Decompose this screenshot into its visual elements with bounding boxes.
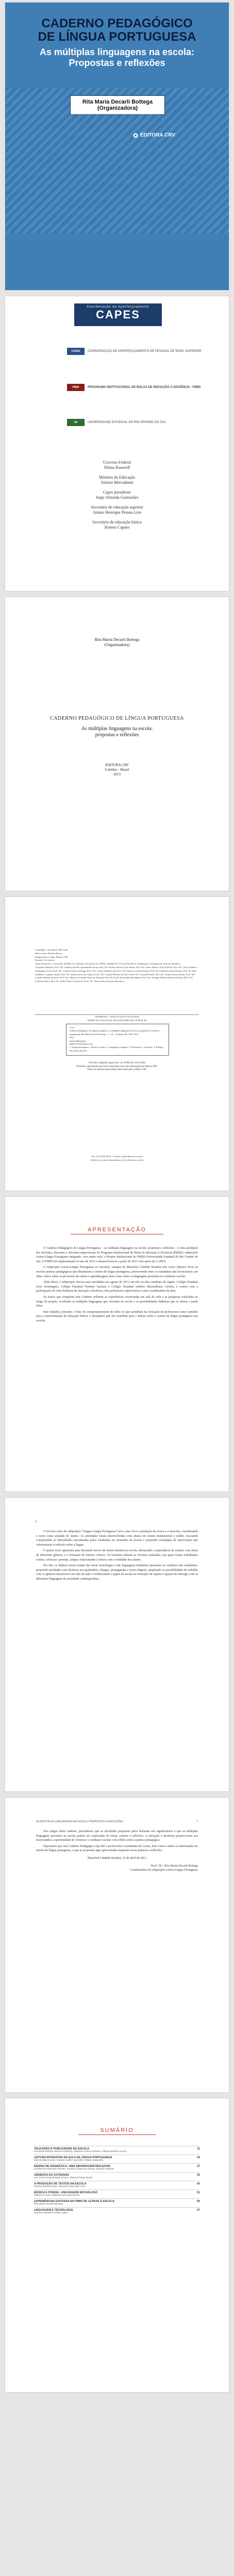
credit-line-pibid: PIBID PROGRAMA INSTITUCIONAL DE BOLSA DE INICIAÇÃO À DOCÊNCIA - PIBID — [67, 384, 201, 391]
publisher-contact: Tel.: (41) 3039-6418 – E-mail: sac@editoracrv.com.br Conheça os nossos lançamentos: www.editoracrv.com.br — [90, 1155, 144, 1161]
page-number: 7 — [196, 1820, 198, 1823]
catalog-card: C127 Caderno pedagógico de língua portuguesa: as múltiplas linguagens na escola: propostas e reflexões / organização Rita Maria Decarli Bottega. – 1. ed. – Curitiba, PR: CRV, 2013. 88 p. Inclui bibliografia ISBN 978-85-8042-718-2 1. Língua portuguesa – Estudo e ensino. 2. Linguagem e línguas. 3. Professores – Formação. I. Bottega, Rita Maria Decarli. — [66, 1024, 169, 1056]
capes-logo: Coordenação de Aperfeiçoamento CAPES — [74, 303, 162, 326]
title-page-organizer: Rita Maria Decarli Bottega (Organizadora) — [94, 637, 140, 647]
credit-line-capes: CAPES COORDENAÇÃO DE APERFEIÇOAMENTO DE PESSOAL DE NÍVEL SUPERIOR — [67, 348, 202, 355]
title-page — [5, 597, 229, 891]
toc-item[interactable]: EXPERIÊNCIAS EXITOSAS DO PIBID DE LETRAS À ESCOLA 59 Rita Maria Decarli Bottega — [34, 2198, 200, 2207]
copyright-block: Copyright © da Editora CRV Ltda. Editor-chefe: Railson Moura Diagramação e Capa: Editora CRV Revisão: Os Autores Apoio Financeiro: O presente trabalho foi realizado com apoio da CAPES, entidade do Governo Brasileiro voltada para a formação de recursos humanos. Conselho Editorial: Profª. Drª. Andréia da Silva Quintanilha Sousa; Prof. Dr. Antônio Pereira Gaio Júnior; Prof. Dr. Carlos Alberto Vilar Estêvão; Prof. Dr. Carlos Federico Dominguez Avila; Profª. Drª. Carmen Tereza Velanga; Profª. Drª. Gloria Fariñas León; Prof. Dr. Francisco Carlos Duarte; Prof. Dr. Guillermo Arias Beatón; Prof. Dr. João Adalberto Campato Junior; Prof. Dr. Jailson Alves dos Santos; Profª. Drª. Lourdes Helena da Silva; Profª. Drª. Josania Portela; Prof. Dr. Leonel Severo Rocha; Profª. Drª. Lourdes Helena da Silva; Profª. Drª. Maria de Lourdes Pinto de Almeida; Prof. Dr. Paulo Romualdo Hernandes; Profª. Drª. Solange Helena Ximenes-Rocha; Profª. Drª. Sydione Santos; Prof. Dr. Tadeu Oliver Gonçalves; Profª. Drª. Tania Suely Azevedo Brasileiro. — [35, 948, 199, 984]
capes-mini-logo: CAPES — [67, 348, 85, 355]
summary-page — [5, 2098, 229, 2393]
presentation-text: O Caderno Pedagógico de Língua Portuguesa – as múltiplas linguagens na escola: propostas e reflexões – é uma produção dos docentes, discentes e docentes-supervisoras do Programa Institucional de Bolsa de Iniciação à Docência (PIBID), subprojeto Letras-Língua Portuguesa integrado, com muito zelo, o Projeto Institucional do PIBID-Universidade Estadual do Rio Grande do Sul. O PIBID foi implementado no ano de 2012 e desenvolveu-se a partir de 2013 com apoio da CAPES. O subprojeto Letras-Língua Portuguesa se vinculou, campus de Marechal Cândido Rondon tem como objetivo levar às escolas práticas pedagógicas que dinamizem o ensino de língua portuguesa, promovendo entre os estudantes das licenciaturas um olhar crítico sobre os processos de ensino e aprendizagem, bem como sobre as linguagens presentes no cotidiano escolar. Além disso, o subprojeto iniciou suas atividades em agosto de 2012 em três escolas estaduais da região: Colégio Estadual Eron Domingues, Colégio Estadual Frentino Sackser e Colégio Estadual Antônio Maximiliano Ceretta, e contou com a participação de vinte bolsistas de iniciação à docência, três professoras supervisoras e uma coordenadora de área. Os textos que compõem este Caderno refletem as experiências vivenciadas em sala de aula e as pesquisas realizadas ao longo do projeto, revelando as múltiplas linguagens que circulam na escola e as possibilidades didáticas que se abrem a partir delas. Este trabalho, portanto, é fruto do comprometimento de todos os que acreditam na formação de professores como caminho para a transformação da educação básica, e desejamos que ele contribua para o debate sobre o ensino de língua portuguesa nas escolas. — [36, 1247, 198, 1323]
cover-page — [5, 2, 229, 291]
university-mini-logo: UE — [67, 419, 85, 426]
toc-item[interactable]: LEITURA INTERATIVA NA AULA DE LÍNGUA PORTUGUESA 19 Marcia Mara Kunze, Daiana Calsin Vanzeller, Tatiane Zawadzki — [34, 2155, 200, 2163]
cover-subtitle: As múltiplas linguagens na escola: Propostas e reflexões — [39, 47, 195, 68]
publisher-logo: EDITORA CRV — [133, 132, 175, 138]
table-of-contents — [34, 2146, 200, 2216]
running-head: AS MÚLTIPLAS LINGUAGENS NA ESCOLA: PROPOSTAS E REFLEXÕES 7 — [36, 1820, 198, 1823]
toc-item[interactable]: LINGUAGEM E TECNOLOGIA 67 Clarissa Mazetto, Eloísa Lopes — [34, 2207, 200, 2216]
cover-organizer-box — [70, 95, 165, 115]
title-page-title: CADERNO PEDAGÓGICO DE LÍNGUA PORTUGUESA — [50, 716, 184, 721]
page-marker: 6 — [35, 1520, 37, 1523]
toc-item[interactable]: TELEVISÃO E PUBLICIDADE NA ESCOLA 11 Fernanda Martins Wenzel Schlung, Gabriela Lorena Ferreira, Poliana Bonetti Lemos — [34, 2146, 200, 2155]
legal-notes: Foi feito o depósito legal conf. Lei 10.994 de 14/12/2004 Proibida a reprodução parcial ou total desta obra sem autorização da Editora CRV Todos os direitos desta edição reservados pela: Editora CRV — [76, 1062, 158, 1071]
page-6-text: O terceiro texto do subprojeto “Língua Língua Portuguesa” teve como foco a produção de textos e a reescrita, considerando o texto como unidade de ensino. As atividades foram desenvolvidas com alunos do ensino fundamental e médio, buscando compreender as dificuldades encontradas pelos estudantes no momento da escrita e propondo estratégias de intervenção que valorizassem a reflexão sobre a língua. O quarto texto apresenta uma discussão acerca da leitura literária na escola, destacando a importância do contato com obras de diferentes gêneros e a formação de leitores críticos. Os bolsistas relatam as oficinas realizadas, nas quais foram trabalhados contos, crônicas e poemas, sempre relacionando a leitura com a realidade dos alunos. Por fim, os últimos textos tratam das novas tecnologias e das linguagens midiáticas presentes no cotidiano dos estudantes, propondo atividades com histórias em quadrinhos, charges, propagandas e textos digitais, ampliando as possibilidades de trabalho com os gêneros discursivos em sala de aula e evidenciando o papel da escola na formação de sujeitos capazes de interagir com as diferentes linguagens da sociedade contemporânea. — [36, 1530, 198, 1581]
divider — [35, 1014, 199, 1015]
cip-header: CIP-BRASIL. CATALOGAÇÃO-NA-FONTE SINDICATO NACIONAL DOS EDITORES DE LIVROS, RJ — [87, 1015, 147, 1022]
toc-item[interactable]: ENSINO DE GRAMÁTICA: UMA ABORDAGEM REFLEXIVA 27 Larissa Ilza Dalmolin Tonetto, Jessica Cheyenne Nunes, Débora Valiente — [34, 2163, 200, 2172]
presentation-heading: APRESENTAÇÃO — [5, 1227, 229, 1234]
credits-page — [5, 296, 229, 591]
toc-item[interactable]: A PRODUÇÃO DE TEXTOS NA ESCOLA 43 Patrícia Martins Dias, Vanessa Aparecida Lima — [34, 2181, 200, 2190]
cover-title: CADERNO PEDAGÓGICO DE LÍNGUA PORTUGUESA — [38, 16, 196, 44]
cover-organizer: Rita Maria Decarli Bottega — [82, 99, 153, 105]
text-page-7 — [5, 1797, 229, 2093]
credit-line-university: UE UNIVERSIDADE ESTADUAL DO RIO GRANDE DO SUL — [67, 419, 166, 426]
editorial-board: Conselho Editorial: Profª. Drª. Andréia da Silva Quintanilha Sousa; Prof. Dr. Antônio Pereira Gaio Júnior; Prof. Dr. Carlos Alberto Vilar Estêvão; Prof. Dr. Carlos Federico Dominguez Avila; Profª. Drª. Carmen Tereza Velanga; Profª. Drª. Gloria Fariñas León; Prof. Dr. Francisco Carlos Duarte; Prof. Dr. Guillermo Arias Beatón; Prof. Dr. João Adalberto Campato Junior; Prof. Dr. Jailson Alves dos Santos; Profª. Drª. Lourdes Helena da Silva; Profª. Drª. Josania Portela; Prof. Dr. Leonel Severo Rocha; Profª. Drª. Lourdes Helena da Silva; Profª. Drª. Maria de Lourdes Pinto de Almeida; Prof. Dr. Paulo Romualdo Hernandes; Profª. Drª. Solange Helena Ximenes-Rocha; Profª. Drª. Sydione Santos; Prof. Dr. Tadeu Oliver Gonçalves; Profª. Drª. Tania Suely Azevedo Brasileiro. — [35, 965, 197, 983]
page-7-text: Nos artigos deste caderno, percebemos que as atividades propostas pelos bolsistas são significativas e que as múltiplas linguagens presentes na escola podem ser exploradas de forma criativa e reflexiva. A iniciação à docência proporcionou aos licenciandos a oportunidade de vivenciar o cotidiano escolar e de refletir sobre a prática pedagógica. Esperamos que este Caderno Pedagógico seja útil a professores e estudantes de Letras, bem como a todos os interessados no ensino de língua portuguesa, e que as propostas aqui apresentadas inspirem novas práticas e reflexões. Marechal Cândido Rondon, 25 de abril de 2013 Profª. Drª. Rita Maria Decarli Bottega Coordenadora do subprojeto Letras-Língua Portuguesa — [36, 1830, 198, 1872]
place-date: Marechal Cândido Rondon, 25 de abril de 2013 — [87, 1856, 147, 1860]
title-page-subtitle: As múltiplas linguagens na escola: propostas e reflexões — [81, 726, 153, 738]
pibid-mini-logo: PIBID — [67, 384, 85, 391]
signature-role: Coordenadora do subprojeto Letras-Língua Portuguesa — [130, 1869, 198, 1872]
text-page-6 — [5, 1497, 229, 1792]
toc-item[interactable]: GÊNEROS DO COTIDIANO 35 Ana Lúcia Paula Borges Souza, Jéssica Paula Simas — [34, 2172, 200, 2181]
toc-item[interactable]: MÚSICA E POESIA: LINGUAGENS EM DIÁLOGO 51 Fabiane Lucas, Nathalia Luiza Bavaresco — [34, 2190, 200, 2198]
copyright-page — [5, 896, 229, 1191]
crv-logo-icon — [133, 133, 138, 138]
summary-heading: SUMÁRIO — [5, 2127, 229, 2135]
title-page-imprint: EDITORA CRV Curitiba – Brasil 2013 — [105, 763, 129, 776]
presentation-page — [5, 1196, 229, 1492]
cover-organizer-role: (Organizadora) — [97, 105, 138, 111]
signature-name: Profª. Drª. Rita Maria Decarli Bottega — [151, 1864, 198, 1868]
government-credits: Governo Federal Dilma Rousseff Ministro da Educação Aloizio Mercadante Capes presidente Jorge Almeida Guimarães Secretária de educação superior Amaro Henrique Pessoa Lins Secretário de educação básica Romeu Caputo — [91, 460, 143, 530]
